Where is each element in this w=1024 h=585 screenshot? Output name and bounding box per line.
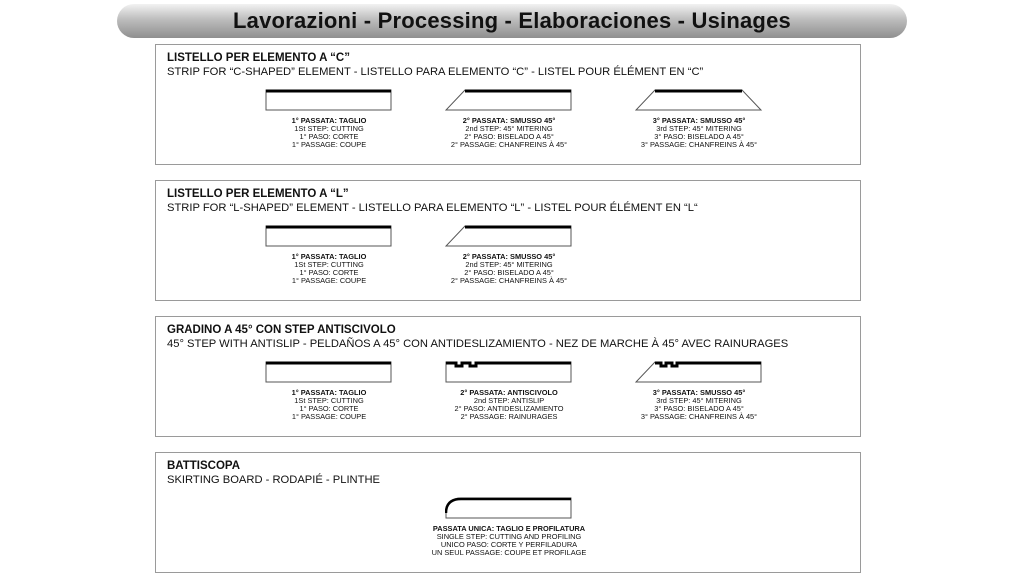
- panel-title: BATTISCOPA: [167, 460, 241, 472]
- panel-title: LISTELLO PER ELEMENTO A “L”: [167, 188, 349, 200]
- step-2-mitering: [409, 89, 609, 149]
- panel-l-shaped-strip: [155, 180, 861, 301]
- step-caption-line: 3° PASO: BISELADO A 45°: [654, 132, 744, 141]
- step-caption-line: 3° PASSATA: SMUSSO 45°: [652, 116, 746, 125]
- step-3-mitering: [599, 361, 799, 421]
- step-caption-line: 2° PASO: BISELADO A 45°: [464, 268, 554, 277]
- page-title: Lavorazioni - Processing - Elaboraciones - Usinages: [233, 8, 791, 33]
- step-caption-line: 1St STEP: CUTTING: [294, 396, 364, 405]
- step-caption-line: 1° PASSAGE: COUPE: [291, 412, 367, 421]
- step-caption-line: 2nd STEP: ANTISLIP: [473, 396, 545, 405]
- panel-c-shaped-strip: [155, 44, 861, 165]
- step-caption-line: 3° PASSAGE: CHANFREINS À 45°: [640, 412, 758, 421]
- step-caption-line: 2nd STEP: 45° MITERING: [465, 260, 553, 269]
- step-caption-line: PASSATA UNICA: TAGLIO E PROFILATURA: [432, 524, 586, 533]
- panel-subtitle: STRIP FOR “C-SHAPED” ELEMENT - LISTELLO PARA ELEMENTO “C” - LISTEL POUR ÉLÉMENT EN “C”: [167, 66, 704, 78]
- step-caption-line: UN SEUL PASSAGE: COUPE ET PROFILAGE: [431, 548, 587, 557]
- page-header: [117, 4, 907, 38]
- panel-title: GRADINO A 45° CON STEP ANTISCIVOLO: [167, 324, 396, 336]
- single-bevel-profile-icon: [445, 89, 573, 113]
- step-3-mitering: [599, 89, 799, 149]
- panel-subtitle: SKIRTING BOARD - RODAPIÉ - PLINTHE: [167, 474, 381, 486]
- step-caption-line: 1° PASO: CORTE: [299, 132, 359, 141]
- step-2-antislip: [409, 361, 609, 421]
- step-1-cutting: [229, 361, 429, 421]
- step-caption-line: 2° PASO: BISELADO A 45°: [464, 132, 554, 141]
- panel-subtitle: 45° STEP WITH ANTISLIP - PELDAÑOS A 45° CON ANTIDESLIZAMIENTO - NEZ DE MARCHE À 45° AVEC RAINURAGES: [167, 338, 789, 350]
- step-caption-line: 3° PASSATA: SMUSSO 45°: [652, 388, 746, 397]
- step-caption-line: 1° PASSAGE: COUPE: [291, 140, 367, 149]
- panel-skirting-board: [155, 452, 861, 573]
- step-caption-line: 2nd STEP: 45° MITERING: [465, 124, 553, 133]
- rounded-edge-profile-icon: [445, 497, 573, 521]
- step-caption-line: 1° PASSATA: TAGLIO: [291, 388, 367, 397]
- step-1-cutting: [229, 225, 429, 285]
- panel-antislip-step: [155, 316, 861, 437]
- double-bevel-profile-icon: [635, 89, 763, 113]
- step-1-cutting: [229, 89, 429, 149]
- step-caption-line: 1° PASO: CORTE: [299, 404, 359, 413]
- step-caption-line: 1° PASO: CORTE: [299, 268, 359, 277]
- step-caption-line: 3° PASSAGE: CHANFREINS À 45°: [640, 140, 758, 149]
- step-caption-line: 2° PASSATA: SMUSSO 45°: [462, 116, 556, 125]
- step-caption-line: 1° PASSAGE: COUPE: [291, 276, 367, 285]
- step-caption-line: 2° PASO: ANTIDESLIZAMIENTO: [454, 404, 564, 413]
- step-caption-line: 1° PASSATA: TAGLIO: [291, 116, 367, 125]
- step-caption-line: 2° PASSAGE: CHANFREINS À 45°: [450, 140, 568, 149]
- step-caption-line: 1° PASSATA: TAGLIO: [291, 252, 367, 261]
- step-caption-line: 3rd STEP: 45° MITERING: [656, 396, 742, 405]
- grooved-bevel-profile-icon: [635, 361, 763, 385]
- plain-strip-profile-icon: [265, 225, 393, 249]
- panel-title: LISTELLO PER ELEMENTO A “C”: [167, 52, 350, 64]
- step-caption-line: 3° PASO: BISELADO A 45°: [654, 404, 744, 413]
- step-caption-line: UNICO PASO: CORTE Y PERFILADURA: [440, 540, 578, 549]
- plain-strip-profile-icon: [265, 89, 393, 113]
- step-caption-line: 1St STEP: CUTTING: [294, 260, 364, 269]
- step-caption-line: SINGLE STEP: CUTTING AND PROFILING: [436, 532, 582, 541]
- step-2-mitering: [409, 225, 609, 285]
- plain-strip-profile-icon: [265, 361, 393, 385]
- step-caption-line: 2° PASSATA: SMUSSO 45°: [462, 252, 556, 261]
- step-caption-line: 1St STEP: CUTTING: [294, 124, 364, 133]
- step-caption-line: 2° PASSAGE: RAINURAGES: [460, 412, 558, 421]
- step-single-profiling: [409, 497, 609, 557]
- single-bevel-profile-icon: [445, 225, 573, 249]
- panel-subtitle: STRIP FOR “L-SHAPED” ELEMENT - LISTELLO PARA ELEMENTO “L” - LISTEL POUR ÉLÉMENT EN “L“: [167, 202, 698, 214]
- step-caption-line: 2° PASSAGE: CHANFREINS À 45°: [450, 276, 568, 285]
- step-caption-line: 2° PASSATA: ANTISCIVOLO: [460, 388, 558, 397]
- step-caption-line: 3rd STEP: 45° MITERING: [656, 124, 742, 133]
- grooved-strip-profile-icon: [445, 361, 573, 385]
